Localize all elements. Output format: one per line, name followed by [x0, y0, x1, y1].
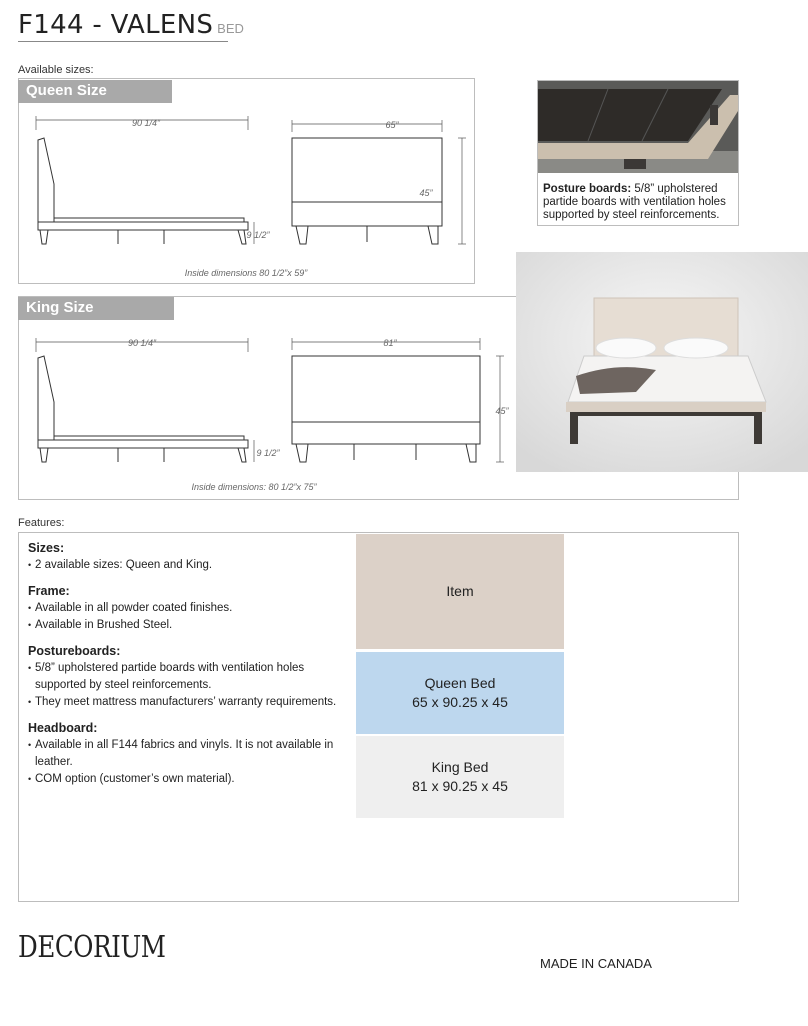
list-item: • COM option (customer’s own material). — [28, 771, 350, 788]
product-title: F144 - VALENS — [18, 10, 214, 40]
feature-heading-frame: Frame: — [28, 584, 70, 598]
posture-board-caption — [543, 183, 737, 222]
table-header-cell — [356, 534, 564, 649]
king-bed-dims: 81 x 90.25 x 45 — [412, 778, 508, 794]
queen-size-tab: Queen Size — [18, 80, 172, 103]
king-clearance-label: 9 1/2” — [256, 448, 280, 458]
table-header-label: Item — [446, 583, 474, 599]
queen-width-label: 65” — [385, 120, 399, 130]
posture-board-photo — [538, 81, 738, 173]
list-item: • Available in all F144 fabrics and vinyls. It is not available in leather. — [28, 737, 350, 771]
feature-heading-headboard: Headboard: — [28, 721, 98, 735]
list-item: • Available in all powder coated finishes. — [28, 600, 350, 617]
king-length-label: 90 1/4” — [127, 338, 157, 348]
list-item: • 2 available sizes: Queen and King. — [28, 557, 350, 574]
king-bed-name: King Bed — [431, 759, 489, 775]
table-row-king — [356, 736, 564, 818]
title-underline — [18, 41, 228, 42]
list-item: • They meet mattress manufacturers’ warranty requirements. — [28, 694, 350, 711]
feature-heading-sizes: Sizes: — [28, 541, 65, 555]
queen-inside-dimensions: Inside dimensions 80 1/2”x 59” — [184, 268, 308, 278]
queen-bed-dims: 65 x 90.25 x 45 — [412, 694, 508, 710]
made-in-label: MADE IN CANADA — [540, 956, 652, 971]
king-inside-dimensions: Inside dimensions: 80 1/2”x 75” — [191, 482, 317, 492]
queen-bed-name: Queen Bed — [424, 675, 496, 691]
page-title — [18, 10, 244, 40]
queen-height-label: 45” — [419, 188, 433, 198]
table-row-queen — [356, 652, 564, 734]
feature-list-sizes — [28, 557, 350, 574]
feature-heading-postureboards: Postureboards: — [28, 644, 121, 658]
feature-list-frame — [28, 600, 350, 634]
posture-caption-text: 5/8” upholstered partide boards with ventilation holes supported by steel reinforcements. — [543, 183, 726, 221]
features-label: Features: — [18, 517, 65, 529]
product-category: BED — [217, 21, 244, 36]
brand-logo: DECORIUM — [18, 930, 166, 965]
king-drawing — [18, 322, 514, 498]
feature-list-postureboards — [28, 660, 350, 711]
queen-length-label: 90 1/4” — [131, 118, 161, 128]
queen-drawing — [18, 104, 475, 282]
list-item: • Available in Brushed Steel. — [28, 617, 350, 634]
queen-clearance-label: 9 1/2” — [246, 230, 270, 240]
bed-photo — [516, 252, 808, 472]
feature-list-headboard — [28, 737, 350, 788]
posture-caption-heading: Posture boards: — [543, 183, 632, 195]
features-list — [28, 541, 350, 798]
available-sizes-label: Available sizes: — [18, 64, 94, 76]
list-item: • 5/8” upholstered partide boards with ventilation holes supported by steel reinforcements. — [28, 660, 350, 694]
king-width-label: 81” — [383, 338, 397, 348]
king-height-label: 45” — [495, 406, 509, 416]
king-size-tab: King Size — [18, 297, 174, 320]
